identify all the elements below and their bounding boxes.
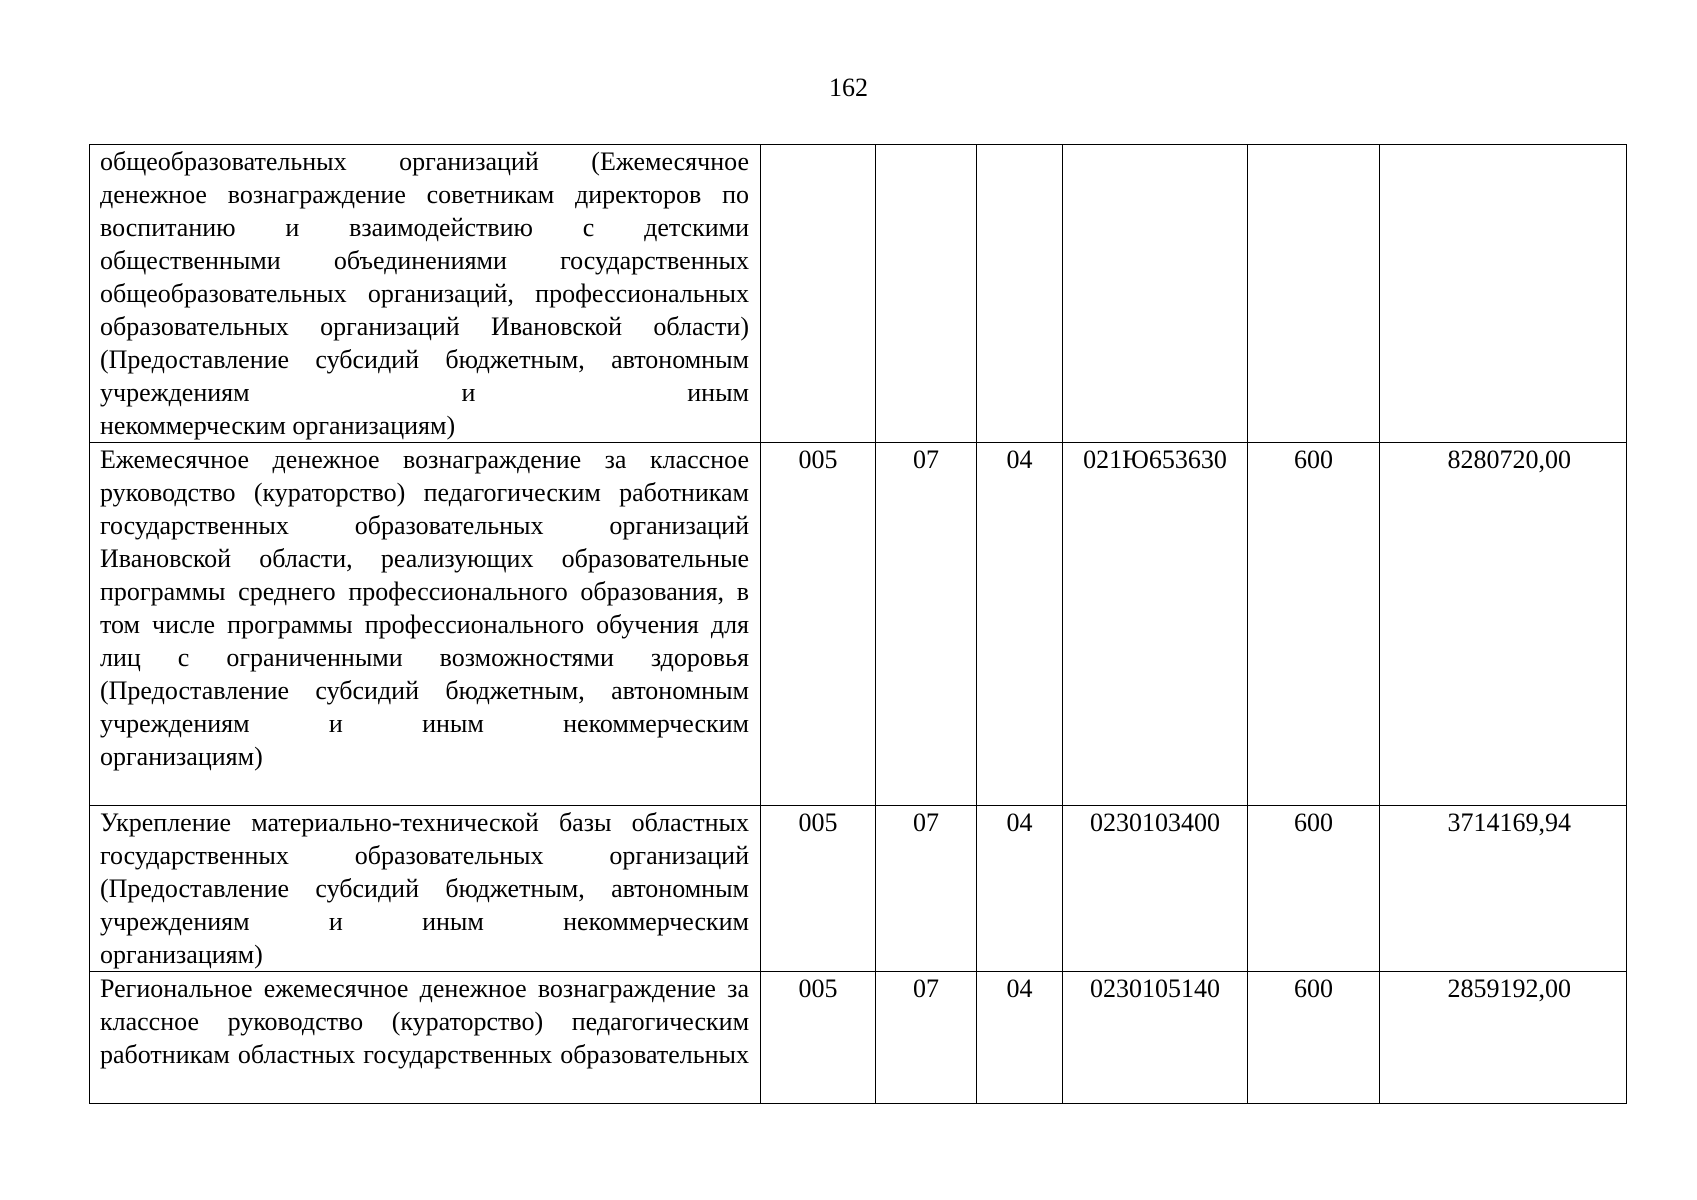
description-line: учреждениям и иным некоммерческим (100, 709, 749, 738)
page-number: 162 (829, 73, 868, 102)
table-row (90, 145, 1627, 443)
ministry-code-cell (761, 145, 876, 443)
description-cell (90, 972, 761, 1104)
description-line: организациям) (100, 742, 263, 771)
expense-type-cell: 600 (1248, 443, 1380, 806)
description-line: Ивановской области) (Предоставление субсидий (100, 312, 749, 374)
amount-cell: 8280720,00 (1380, 443, 1627, 806)
description-line: общеобразовательных организаций (Ежемесячное (100, 147, 749, 176)
expense-type-cell: 600 (1248, 806, 1380, 972)
description-line: организаций (Предоставление субсидий бюджетным, (100, 841, 749, 903)
description-line: автономным учреждениям и иным некоммерческим (100, 874, 749, 936)
target-article-cell: 021Ю653630 (1063, 443, 1248, 806)
description-line: организаций Ивановской области, реализующих (100, 511, 749, 573)
description-line: областных государственных образовательных (237, 1040, 749, 1069)
budget-table (89, 144, 1627, 1104)
description-cell (90, 145, 761, 443)
amount-cell (1380, 145, 1627, 443)
description-cell (90, 443, 761, 806)
description-line: профессиональных образовательных организаций (100, 279, 749, 341)
description-line: Укрепление материально-технической базы (100, 808, 612, 837)
description-line: лиц с ограниченными возможностями здоровья (100, 643, 749, 672)
description-cell (90, 806, 761, 972)
description-line: работникам государственных образовательных (100, 478, 749, 540)
ministry-code-cell: 005 (761, 806, 876, 972)
subsection-code-cell (977, 145, 1063, 443)
target-article-cell (1063, 145, 1248, 443)
description-line: (кураторство) педагогическим работникам (100, 1007, 750, 1069)
description-line: денежное вознаграждение советникам директоров (100, 180, 702, 209)
section-code-cell (876, 145, 977, 443)
description-line: руководство (кураторство) педагогическим (100, 478, 601, 507)
subsection-code-cell: 04 (977, 972, 1063, 1104)
description-line: некоммерческим организациям) (100, 411, 456, 440)
description-line: Ежемесячное денежное вознаграждение за классное (100, 445, 749, 474)
description-line: Региональное ежемесячное денежное (100, 974, 527, 1003)
target-article-cell: 0230103400 (1063, 806, 1248, 972)
section-code-cell: 07 (876, 806, 977, 972)
description-line: вознаграждение за классное руководство (100, 974, 749, 1036)
description-line: общественными объединениями государственных (100, 246, 749, 275)
target-article-cell: 0230105140 (1063, 972, 1248, 1104)
description-line: общеобразовательных организаций, (100, 279, 514, 308)
description-line: (Предоставление субсидий бюджетным, автономным (100, 676, 749, 705)
expense-type-cell (1248, 145, 1380, 443)
description-line: по воспитанию и взаимодействию с детскими (100, 180, 750, 242)
ministry-code-cell: 005 (761, 443, 876, 806)
description-line: образовательные программы среднего (100, 544, 749, 606)
amount-cell: 3714169,94 (1380, 806, 1627, 972)
amount-cell: 2859192,00 (1380, 972, 1627, 1104)
description-line: бюджетным, автономным учреждениям и иным (100, 345, 749, 407)
expense-type-cell: 600 (1248, 972, 1380, 1104)
description-line: профессионального образования, в том числе (100, 577, 749, 639)
table-row (90, 972, 1627, 1104)
subsection-code-cell: 04 (977, 806, 1063, 972)
section-code-cell: 07 (876, 972, 977, 1104)
table-row (90, 443, 1627, 806)
description-line: областных государственных образовательных (100, 808, 749, 870)
description-line: программы профессионального обучения для (227, 610, 750, 639)
section-code-cell: 07 (876, 443, 977, 806)
description-line: организациям) (100, 940, 263, 969)
table-body (90, 145, 1627, 1104)
subsection-code-cell: 04 (977, 443, 1063, 806)
table-row (90, 806, 1627, 972)
ministry-code-cell: 005 (761, 972, 876, 1104)
